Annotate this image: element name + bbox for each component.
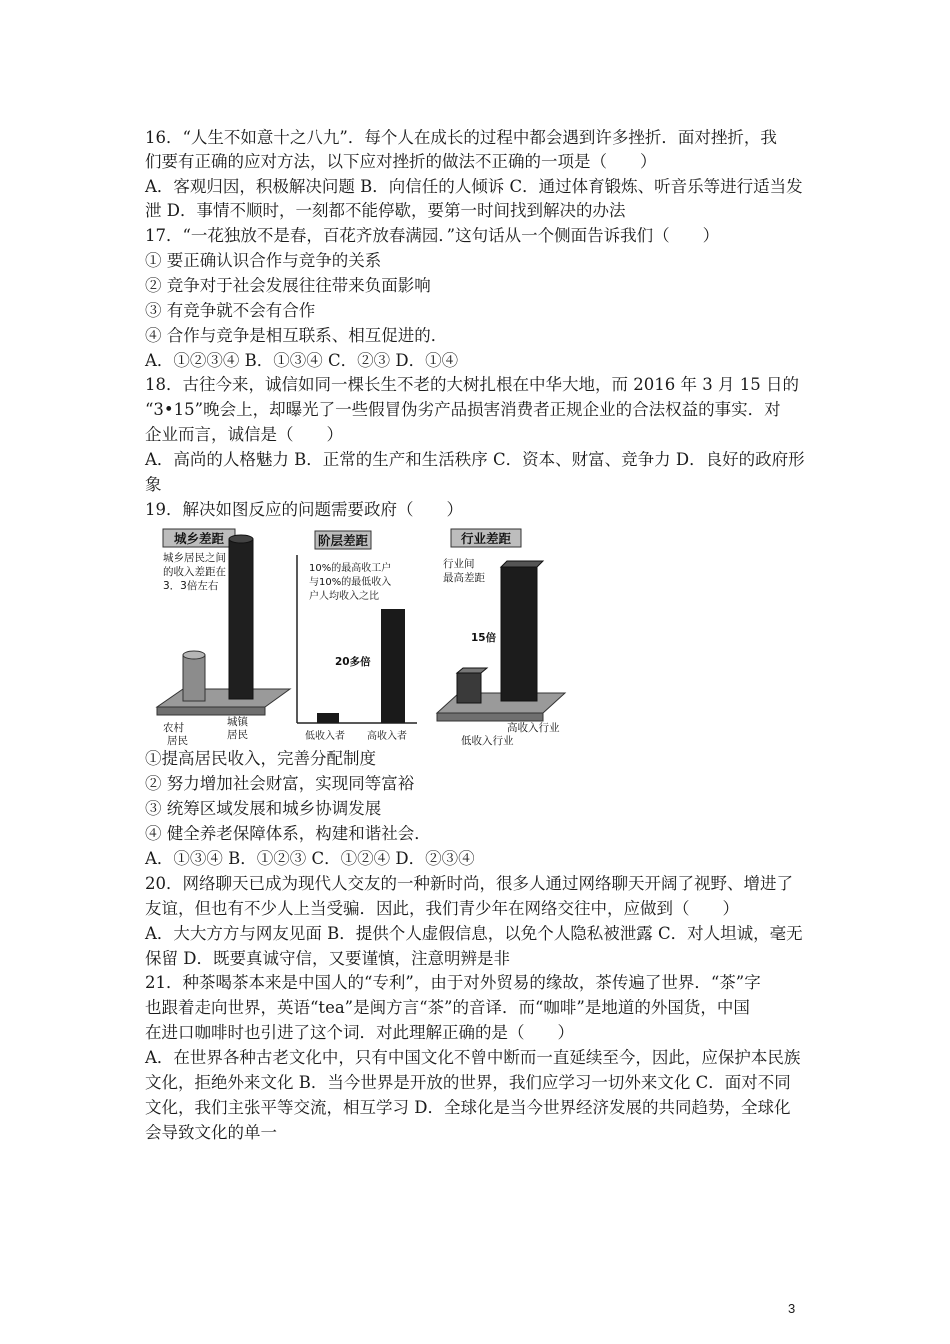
panel1-bar-urban <box>229 539 253 699</box>
q17-item-1: ① 要正确认识合作与竞争的关系 <box>145 251 382 270</box>
q19-stem: 19．解决如图反应的问题需要政府（ ） <box>145 500 463 519</box>
q16-options-line-1: A．客观归因，积极解决问题 B．向信任的人倾诉 C．通过体育锻炼、听音乐等进行适当发 <box>145 177 803 196</box>
q17-item-3: ③ 有竞争就不会有合作 <box>145 301 316 320</box>
panel2-bar-low <box>317 713 339 723</box>
panel2-x-high: 高收入者 <box>367 731 407 742</box>
panel2-ratio-label: 20多倍 <box>335 656 371 668</box>
panel3-note-1: 行业间 <box>443 558 475 570</box>
panel1-note-1: 城乡居民之间 <box>163 552 226 564</box>
panel2-note-1: 10%的最高收工户 <box>309 563 392 574</box>
panel1-platform <box>157 689 290 707</box>
q21-options-line-1: A．在世界各种古老文化中，只有中国文化不曾中断而一直延续至今，因此，应保护本民族 <box>145 1048 801 1067</box>
q20-options-line-1: A．大大方方与网友见面 B．提供个人虚假信息，以免个人隐私被泄露 C．对人坦诚，毫无 <box>145 924 803 943</box>
q17-options: A．①②③④ B．①③④ C．②③ D．①④ <box>145 351 459 370</box>
q21-options-line-4: 会导致文化的单一 <box>145 1123 277 1142</box>
panel2-x-low: 低收入者 <box>305 731 345 742</box>
q17-item-2: ② 竞争对于社会发展往往带来负面影响 <box>145 276 431 295</box>
panel2-note-2: 与10%的最低收入 <box>309 577 392 588</box>
panel3-title: 行业差距 <box>460 531 512 546</box>
panel2-title: 阶层差距 <box>317 533 369 548</box>
panel1-label-urban-2: 居民 <box>227 729 248 741</box>
q21-line-2: 也跟着走向世界，英语“tea”是闽方言“茶”的音译．而“咖啡”是地道的外国货，中国 <box>145 998 750 1017</box>
panel1-platform-edge <box>157 707 265 715</box>
q21-line-3: 在进口咖啡时也引进了这个词．对此理解正确的是（ ） <box>145 1023 574 1042</box>
panel1-label-urban-1: 城镇 <box>227 716 248 728</box>
q16-line-1: 16．“人生不如意十之八九”．每个人在成长的过程中都会遇到许多挫折．面对挫折，我 <box>145 128 777 147</box>
panel-class <box>297 531 417 742</box>
panel3-x-low: 低收入行业 <box>461 735 514 747</box>
panel3-bar-high <box>501 567 537 701</box>
panel2-bar-high <box>381 609 405 723</box>
q19-item-3: ③ 统筹区域发展和城乡协调发展 <box>145 799 382 818</box>
q16-line-2: 们要有正确的应对方法，以下应对挫折的做法不正确的一项是（ ） <box>145 152 657 171</box>
panel1-bar-rural <box>183 655 205 701</box>
q19-item-2: ② 努力增加社会财富，实现同等富裕 <box>145 774 415 793</box>
panel3-x-high: 高收入行业 <box>507 722 560 734</box>
panel3-bar-low-top <box>457 668 487 673</box>
q17-item-4: ④ 合作与竞争是相互联系、相互促进的． <box>145 326 448 345</box>
panel-industry <box>437 529 565 747</box>
panel1-note-3: 3．3倍左右 <box>163 580 219 592</box>
panel3-bar-high-top <box>501 561 543 567</box>
page-number: 3 <box>788 1301 796 1316</box>
q20-line-2: 友谊，但也有不少人上当受骗．因此，我们青少年在网络交往中，应做到（ ） <box>145 899 739 918</box>
q19-options: A．①③④ B．①②③ C．①②④ D．②③④ <box>145 849 475 868</box>
panel2-note-3: 户人均收入之比 <box>309 591 379 602</box>
panel3-platform-edge <box>437 713 543 721</box>
panel1-bar-urban-top <box>229 535 253 543</box>
q18-options-line-1: A．高尚的人格魅力 B．正常的生产和生活秩序 C．资本、财富、竞争力 D．良好的政府形 <box>145 450 805 469</box>
q19-item-4: ④ 健全养老保障体系，构建和谐社会． <box>145 824 431 843</box>
panel-urban-rural <box>157 529 290 747</box>
panel1-bar-rural-top <box>183 651 205 659</box>
panel3-ratio-label: 15倍 <box>471 632 497 644</box>
q21-options-line-2: 文化，拒绝外来文化 B．当今世界是开放的世界，我们应学习一切外来文化 C．面对不同 <box>145 1073 791 1092</box>
q16-options-line-2: 泄 D．事情不顺时，一刻都不能停歇，要第一时间找到解决的办法 <box>145 201 626 220</box>
q17-stem: 17．“一花独放不是春，百花齐放春满园．”这句话从一个侧面告诉我们（ ） <box>145 226 720 245</box>
panel1-title: 城乡差距 <box>173 531 225 546</box>
q19-item-1: ①提高居民收入，完善分配制度 <box>145 749 376 768</box>
panel3-note-2: 最高差距 <box>443 572 485 584</box>
q18-line-2: “3•15”晚会上，却曝光了一些假冒伪劣产品损害消费者正规企业的合法权益的事实．对 <box>145 400 781 419</box>
income-gap-figure <box>145 525 575 747</box>
q18-line-1: 18．古往今来，诚信如同一棵长生不老的大树扎根在中华大地，而 2016 年 3 月 15 日的 <box>145 375 799 394</box>
q20-options-line-2: 保留 D．既要真诚守信，又要谨慎，注意明辨是非 <box>145 949 510 968</box>
panel1-label-rural-2: 居民 <box>167 735 188 747</box>
q18-line-3: 企业而言，诚信是（ ） <box>145 425 343 444</box>
q20-line-1: 20．网络聊天已成为现代人交友的一种新时尚，很多人通过网络聊天开阔了视野、增进了 <box>145 874 793 893</box>
q21-options-line-3: 文化，我们主张平等交流，相互学习 D．全球化是当今世界经济发展的共同趋势，全球化 <box>145 1098 791 1117</box>
q21-line-1: 21．种茶喝茶本来是中国人的“专利”，由于对外贸易的缘故，茶传遍了世界．“茶”字 <box>145 973 761 992</box>
panel3-bar-low <box>457 673 481 703</box>
q18-options-line-2: 象 <box>145 475 162 494</box>
panel1-label-rural-1: 农村 <box>163 722 184 734</box>
panel1-note-2: 的收入差距在 <box>163 566 226 578</box>
